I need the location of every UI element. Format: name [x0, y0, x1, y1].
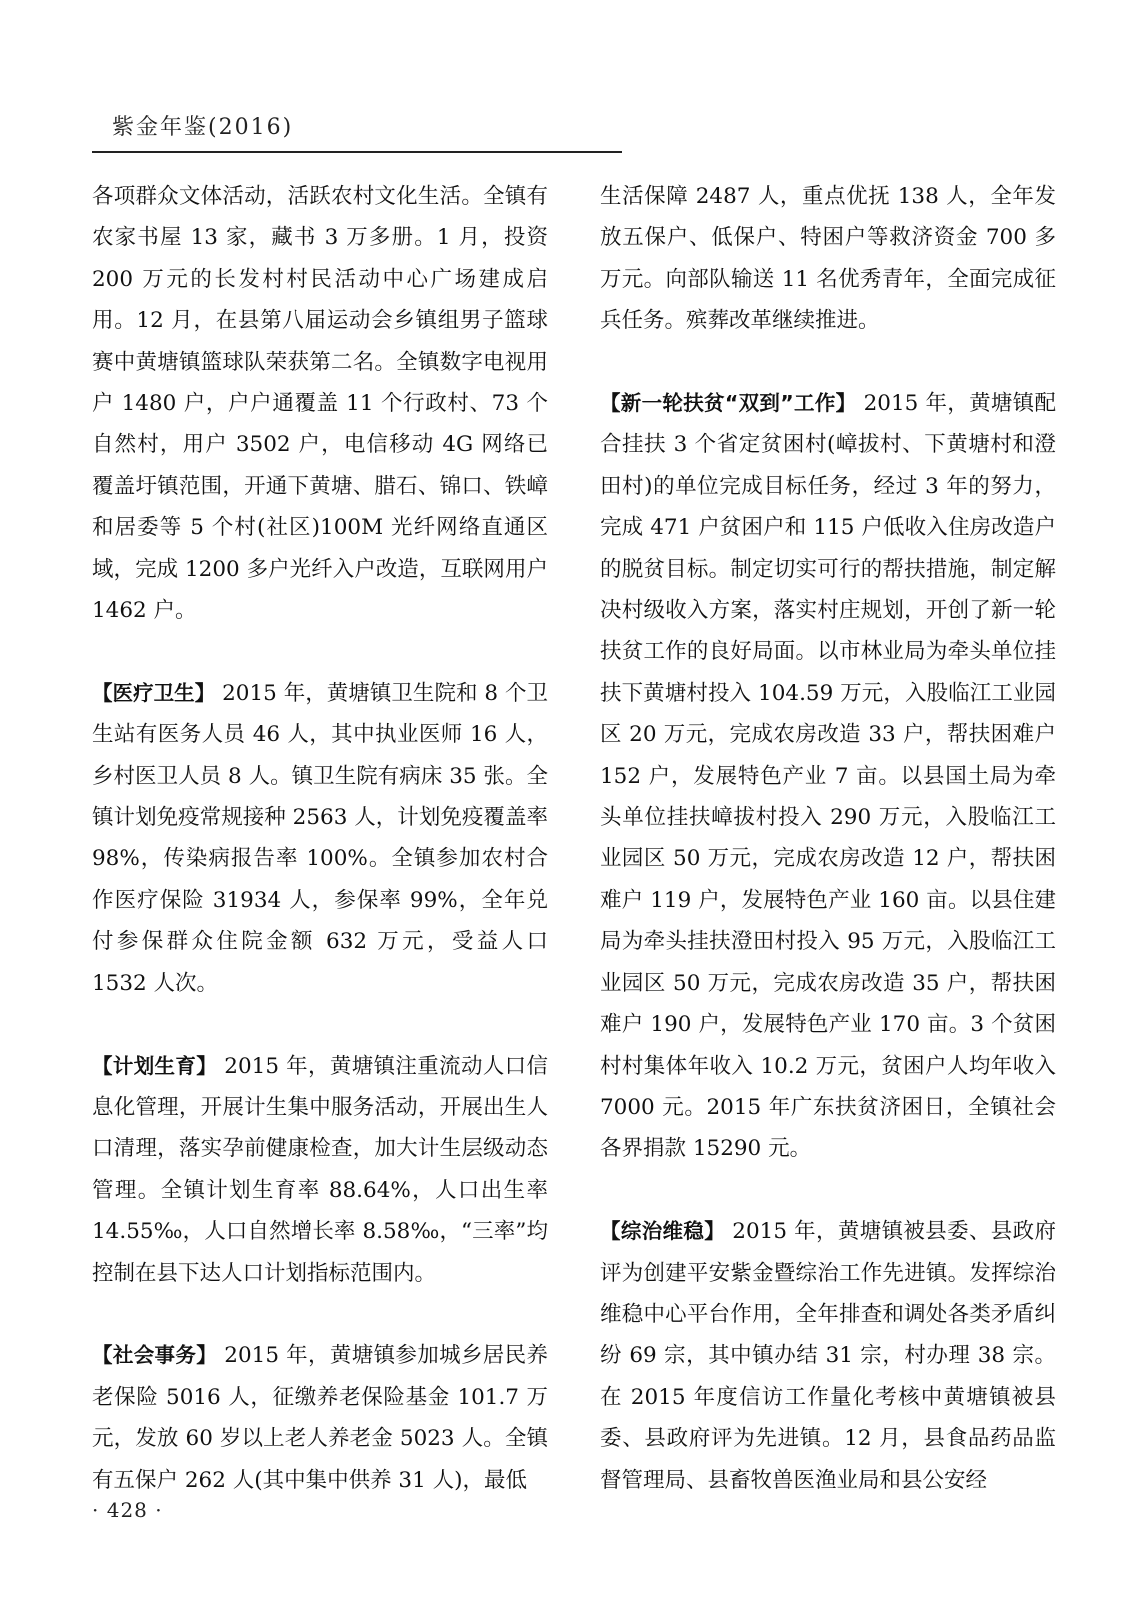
right-column — [600, 176, 1056, 1542]
section-title-stability: 【综治维稳】 — [600, 1219, 726, 1244]
left-column — [92, 176, 548, 1542]
culture-paragraph-continued: 各项群众文体活动，活跃农村文化生活。全镇有农家书屋 13 家，藏书 3 万多册。1 月，投资 200 万元的长发村村民活动中心广场建成启用。12 月，在县第八届运动会乡镇组男子篮球赛中黄塘镇篮球队荣获第二名。全镇数字电视用户 1480 户，户户通覆盖 11 个行政村、73 个自然村，用户 3502 户，电信移动 4G 网络已覆盖圩镇范围，开通下黄塘、腊石、锦口、铁嶂和居委等 5 个村(社区)100M 光纤网络直通区域，完成 1200 多户光纤入户改造，互联网用户 1462 户。 — [92, 184, 548, 624]
section-text-family-planning: 2015 年，黄塘镇注重流动人口信息化管理，开展计生集中服务活动，开展出生人口清理，落实孕前健康检查，加大计生层级动态管理。全镇计划生育率 88.64%，人口出生率 14.55‰，人口自然增长率 8.58‰，“三率”均控制在县下达人口计划指标范围内。 — [92, 1053, 549, 1286]
section-title-medical: 【医疗卫生】 — [92, 680, 216, 705]
header-divider — [92, 151, 622, 153]
section-text-poverty: 2015 年，黄塘镇配合挂扶 3 个省定贫困村(嶂拔村、下黄塘村和澄田村)的单位完成目标任务，经过 3 年的努力，完成 471 户贫困户和 115 户低收入住房改造户的脱贫目标。制定切实可行的帮扶措施，制定解决村级收入方案，落实村庄规划，开创了新一轮扶贫工作的良好局面。以市林业局为牵头单位挂扶下黄塘村投入 104.59 万元，入股临江工业园区 20 万元，完成农房改造 33 户，帮扶困难户 152 户，发展特色产业 7 亩。以县国土局为牵头单位挂扶嶂拔村投入 290 万元，入股临江工业园区 50 万元，完成农房改造 12 户，帮扶困难户 119 户，发展特色产业 160 亩。以县住建局为牵头挂扶澄田村投入 95 万元，入股临江工业园区 50 万元，完成农房改造 35 户，帮扶困难户 190 户，发展特色产业 170 亩。3 个贫困村村集体年收入 10.2 万元，贫困户人均年收入 7000 元。2015 年广东扶贫济困日，全镇社会各界捐款 15290 元。 — [600, 391, 1056, 1162]
section-title-social-affairs: 【社会事务】 — [92, 1343, 218, 1368]
section-social-affairs — [92, 1335, 548, 1501]
page-number: · 428 · — [92, 1498, 163, 1522]
social-paragraph-continued: 生活保障 2487 人，重点优抚 138 人，全年发放五保户、低保户、特困户等救济资金 700 多万元。向部队输送 11 名优秀青年，全面完成征兵任务。殡葬改革继续推进。 — [600, 184, 1056, 334]
section-poverty — [600, 383, 1056, 1170]
section-family-planning — [92, 1046, 548, 1294]
section-text-social-affairs: 2015 年，黄塘镇参加城乡居民养老保险 5016 人，征缴养老保险基金 101.7 万元，发放 60 岁以上老人养老金 5023 人。全镇有五保户 262 人(其中集中供养 31 人)，最低 — [92, 1343, 549, 1493]
section-text-stability: 2015 年，黄塘镇被县委、县政府评为创建平安紫金暨综治工作先进镇。发挥综治维稳中心平台作用，全年排查和调处各类矛盾纠纷 69 宗，其中镇办结 31 宗，村办理 38 宗。在 2015 年度信访工作量化考核中黄塘镇被县委、县政府评为先进镇。12 月，县食品药品监督管理局、县畜牧兽医渔业局和县公安经 — [600, 1219, 1057, 1493]
section-text-medical: 2015 年，黄塘镇卫生院和 8 个卫生站有医务人员 46 人，其中执业医师 16 人，乡村医卫人员 8 人。镇卫生院有病床 35 张。全镇计划免疫常规接种 2563 人，计划免疫覆盖率 98%，传染病报告率 100%。全镇参加农村合作医疗保险 31934 人，参保率 99%，全年兑付参保群众住院金额 632 万元，受益人口 1532 人次。 — [92, 680, 549, 996]
running-header: 紫金年鉴(2016) — [112, 115, 294, 140]
section-stability — [600, 1211, 1056, 1501]
section-medical — [92, 673, 548, 1004]
section-title-poverty: 【新一轮扶贫“双到”工作】 — [600, 391, 857, 416]
section-title-family-planning: 【计划生育】 — [92, 1053, 218, 1078]
